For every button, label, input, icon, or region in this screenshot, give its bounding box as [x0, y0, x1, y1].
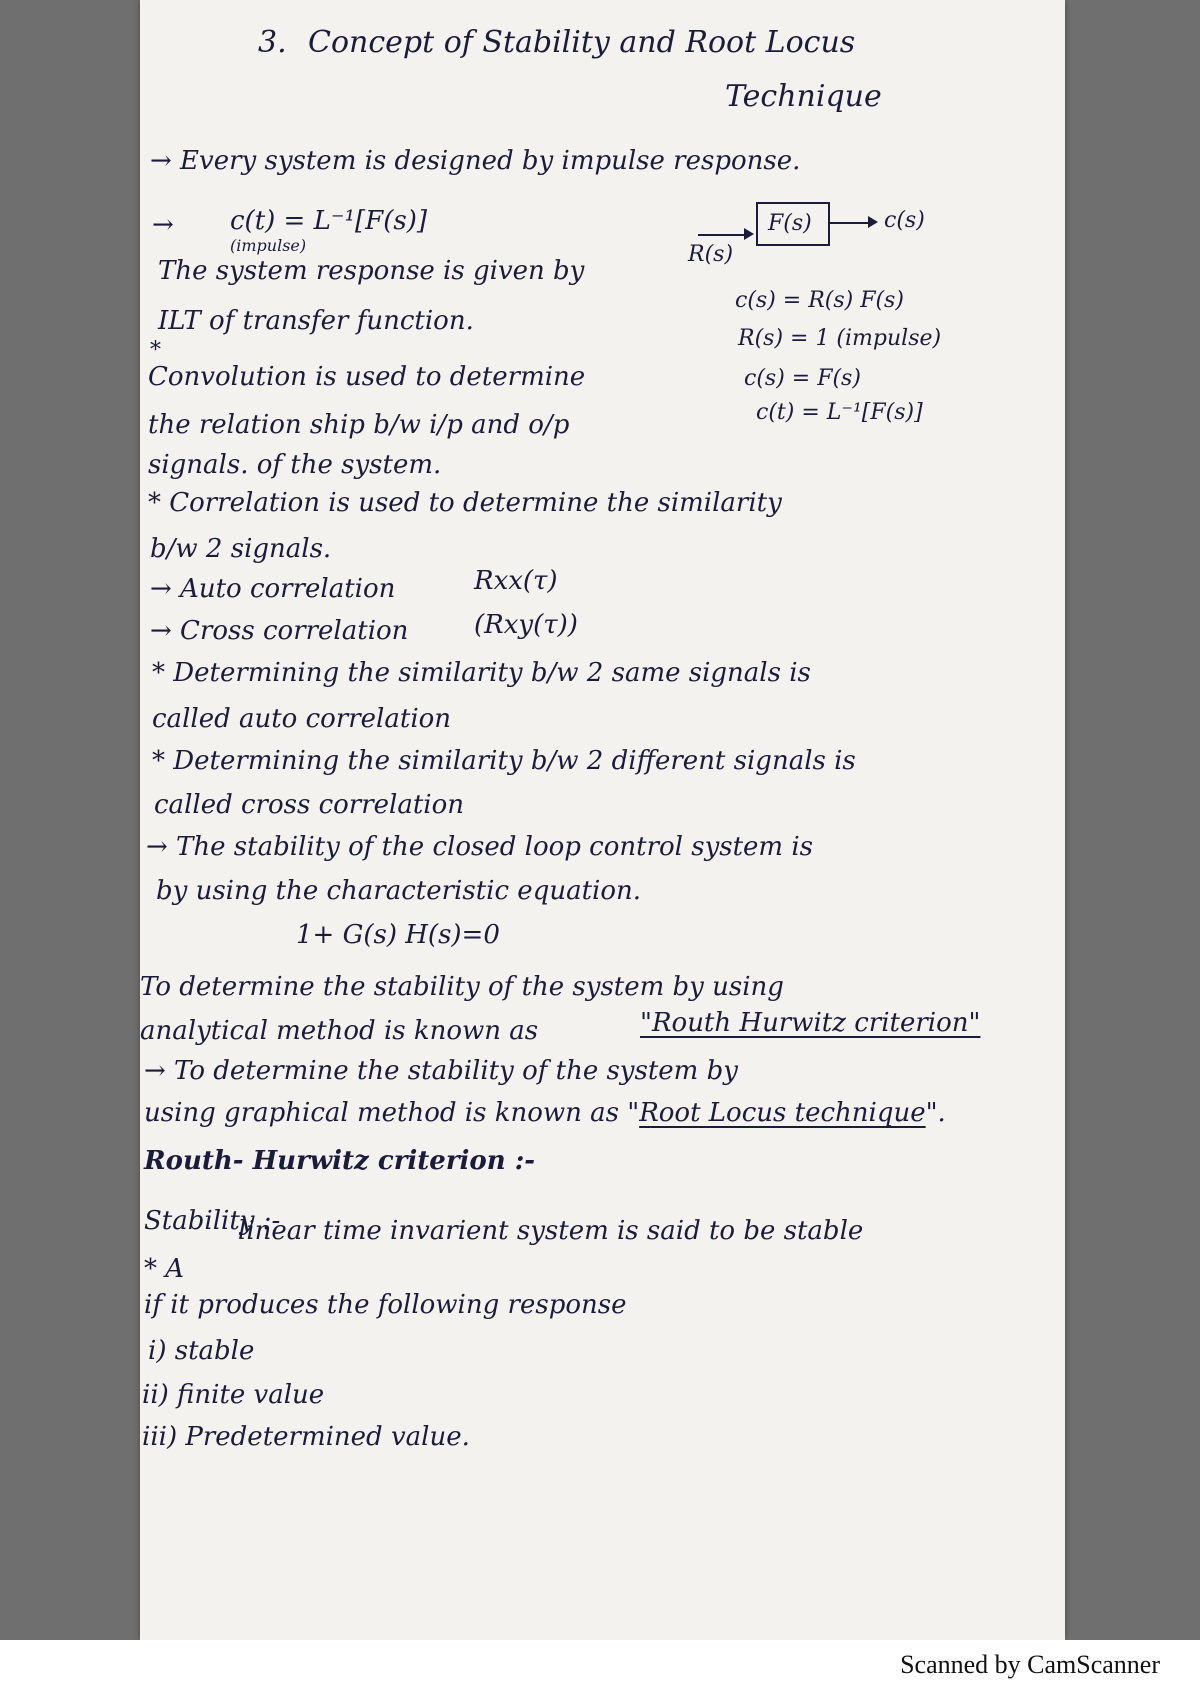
note-line-7: signals. of the system. — [148, 450, 442, 480]
note-line-14: * Determining the similarity b/w 2 different signals is — [152, 746, 856, 776]
list-item-1: i) stable — [148, 1336, 255, 1366]
impulse-equation: c(t) = L⁻¹[F(s)] — [230, 206, 427, 236]
characteristic-equation: 1+ G(s) H(s)=0 — [296, 920, 500, 950]
page-title-continued: Technique — [725, 79, 882, 114]
side-equation-2: R(s) = 1 (impulse) — [738, 326, 942, 351]
stability-definition: linear time invarient system is said to be stable — [238, 1216, 864, 1246]
cross-correlation-symbol: (Rxy(τ)) — [474, 610, 578, 640]
note-line-4: ILT of transfer function. — [158, 306, 474, 336]
note-line-17: by using the characteristic equation. — [156, 876, 642, 906]
note-line-26: if it produces the following response — [144, 1290, 627, 1320]
note-line-6: the relation ship b/w i/p and o/p — [148, 410, 570, 440]
block-input-label: R(s) — [688, 242, 734, 267]
root-locus-term: Root Locus technique — [639, 1098, 926, 1128]
note-line-21: → To determine the stability of the system by — [144, 1056, 738, 1086]
note-line-22 — [144, 1100, 946, 1126]
output-arrow-head — [868, 216, 878, 228]
note-line-16: → The stability of the closed loop control system is — [146, 832, 814, 862]
note-line-20: analytical method is known as — [140, 1016, 539, 1046]
scanner-watermark: Scanned by CamScanner — [900, 1650, 1160, 1679]
section-heading: Routh- Hurwitz criterion :- — [144, 1146, 536, 1176]
block-label: F(s) — [768, 211, 812, 236]
note-line-3: The system response is given by — [158, 256, 585, 286]
star-bullet-1: * — [150, 338, 161, 363]
stability-label: Stability :- — [144, 1206, 281, 1236]
note-line-8: * Correlation is used to determine the similarity — [148, 488, 782, 518]
page-title: Concept of Stability and Root Locus — [308, 25, 856, 60]
output-arrow — [830, 222, 870, 224]
note-line-12: * Determining the similarity b/w 2 same signals is — [152, 658, 811, 688]
side-equation-1: c(s) = R(s) F(s) — [735, 288, 904, 313]
list-item-2: ii) finite value — [142, 1380, 325, 1410]
side-equation-4: c(t) = L⁻¹[F(s)] — [756, 400, 923, 425]
note-line-22-start: using graphical method is known as " — [144, 1098, 640, 1128]
auto-correlation-label: → Auto correlation — [150, 574, 396, 604]
cross-correlation-label: → Cross correlation — [150, 616, 409, 646]
impulse-label: (impulse) — [230, 236, 307, 255]
routh-hurwitz-term: "Routh Hurwitz criterion" — [640, 1008, 981, 1038]
note-line-9: b/w 2 signals. — [150, 534, 332, 564]
block-output-label: c(s) — [884, 208, 925, 233]
list-item-3: iii) Predetermined value. — [142, 1422, 470, 1452]
notebook-page — [140, 0, 1065, 1640]
side-equation-3: c(s) = F(s) — [744, 366, 861, 391]
input-arrow-head — [744, 228, 754, 240]
note-line-15: called cross correlation — [154, 790, 465, 820]
note-arrow-2: → — [152, 210, 174, 240]
note-line-1: → Every system is designed by impulse response. — [150, 146, 801, 176]
auto-correlation-symbol: Rxx(τ) — [474, 566, 558, 596]
note-line-13: called auto correlation — [152, 704, 452, 734]
note-line-5: Convolution is used to determine — [148, 362, 586, 392]
input-arrow — [698, 234, 746, 236]
note-line-22-end: ". — [925, 1098, 946, 1128]
chapter-number: 3. — [258, 25, 287, 60]
note-line-19: To determine the stability of the system by using — [140, 972, 784, 1002]
star-bullet-a: * A — [144, 1254, 185, 1284]
